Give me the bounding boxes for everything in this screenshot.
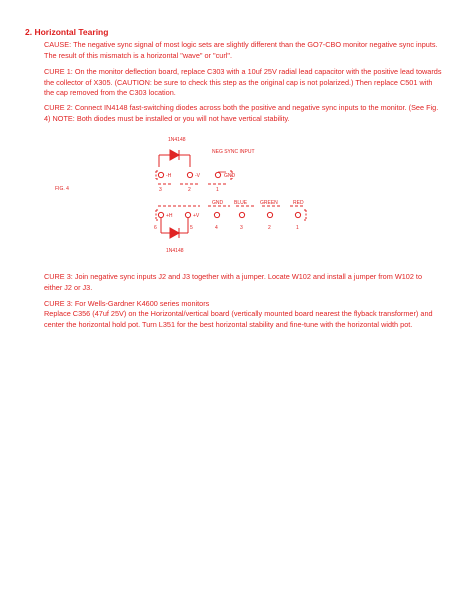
upper-number-1: 1 bbox=[216, 187, 219, 193]
column-label-blue: BLUE bbox=[234, 200, 248, 206]
bottom-diode-label: 1N4148 bbox=[166, 248, 184, 254]
lower-pin-2 bbox=[267, 212, 272, 217]
lower-number-4: 4 bbox=[215, 225, 218, 231]
lower-terminal-plus-v: +V bbox=[193, 213, 200, 219]
lower-number-3: 3 bbox=[240, 225, 243, 231]
lower-pin-4 bbox=[214, 212, 219, 217]
column-label-green: GREEN bbox=[260, 200, 278, 206]
neg-sync-input-label: NEG SYNC INPUT bbox=[212, 149, 255, 155]
top-diode-label: 1N4148 bbox=[168, 137, 186, 143]
lower-pin-6 bbox=[158, 212, 163, 217]
cure-3-wells-gardner-body: Replace C356 (47uf 25V) on the Horizontal/vertical board (vertically mounted board nearest the flyback transformer) and center the horizontal hold pot. Turn L351 for the best horizontal stability and fine-tune with the horizontal width pot. bbox=[44, 309, 433, 329]
cause-paragraph: CAUSE: The negative sync signal of most logic sets are slightly different than the GO7-CBO monitor negative sync inputs. The result of this mismatch is a horizontal "wave" or "curl". bbox=[44, 40, 438, 60]
upper-number-3: 3 bbox=[159, 187, 162, 193]
lower-number-1: 1 bbox=[296, 225, 299, 231]
cure-1-paragraph: CURE 1: On the monitor deflection board, replace C303 with a 10uf 25V radial lead capacitor with the positive lead towards the collector of X305. (CAUTION: be sure to check this step as the original cap is not polarized.) Then replace C501 with the cap removed from the C303 location. bbox=[44, 67, 442, 97]
upper-pin-1 bbox=[215, 172, 220, 177]
sync-diode-diagram bbox=[150, 134, 320, 259]
figure-label: FIG. 4 bbox=[55, 186, 69, 192]
column-label-gnd: GND bbox=[212, 200, 224, 206]
lower-pin-3 bbox=[239, 212, 244, 217]
upper-pin-3 bbox=[158, 172, 163, 177]
cure-3-wells-gardner-title: CURE 3: For Wells-Gardner K4600 series monitors bbox=[44, 299, 210, 308]
cure-2-paragraph: CURE 2: Connect IN4148 fast-switching diodes across both the positive and negative sync inputs to the monitor. (See Fig. 4) NOTE: Both diodes must be installed or you will not have vertical stability. bbox=[44, 103, 439, 123]
upper-terminal-minus-v: -V bbox=[195, 173, 200, 179]
upper-pin-2 bbox=[187, 172, 192, 177]
lower-terminal-plus-h: +H bbox=[166, 213, 173, 219]
upper-terminal-minus-h: -H bbox=[166, 173, 172, 179]
lower-pin-5 bbox=[185, 212, 190, 217]
column-label-red: RED bbox=[293, 200, 304, 206]
lower-number-6: 6 bbox=[154, 225, 157, 231]
lower-number-5: 5 bbox=[190, 225, 193, 231]
lower-number-2: 2 bbox=[268, 225, 271, 231]
cure-3-jumper-paragraph: CURE 3: Join negative sync inputs J2 and J3 together with a jumper. Locate W102 and install a jumper from W102 to either J2 or J3. bbox=[44, 272, 423, 292]
top-diode-symbol bbox=[170, 150, 179, 160]
upper-number-2: 2 bbox=[188, 187, 191, 193]
lower-pin-1 bbox=[295, 212, 300, 217]
upper-gnd-label: GND bbox=[224, 173, 236, 179]
section-heading: 2. Horizontal Tearing bbox=[25, 27, 109, 37]
bottom-diode-symbol bbox=[170, 228, 179, 238]
